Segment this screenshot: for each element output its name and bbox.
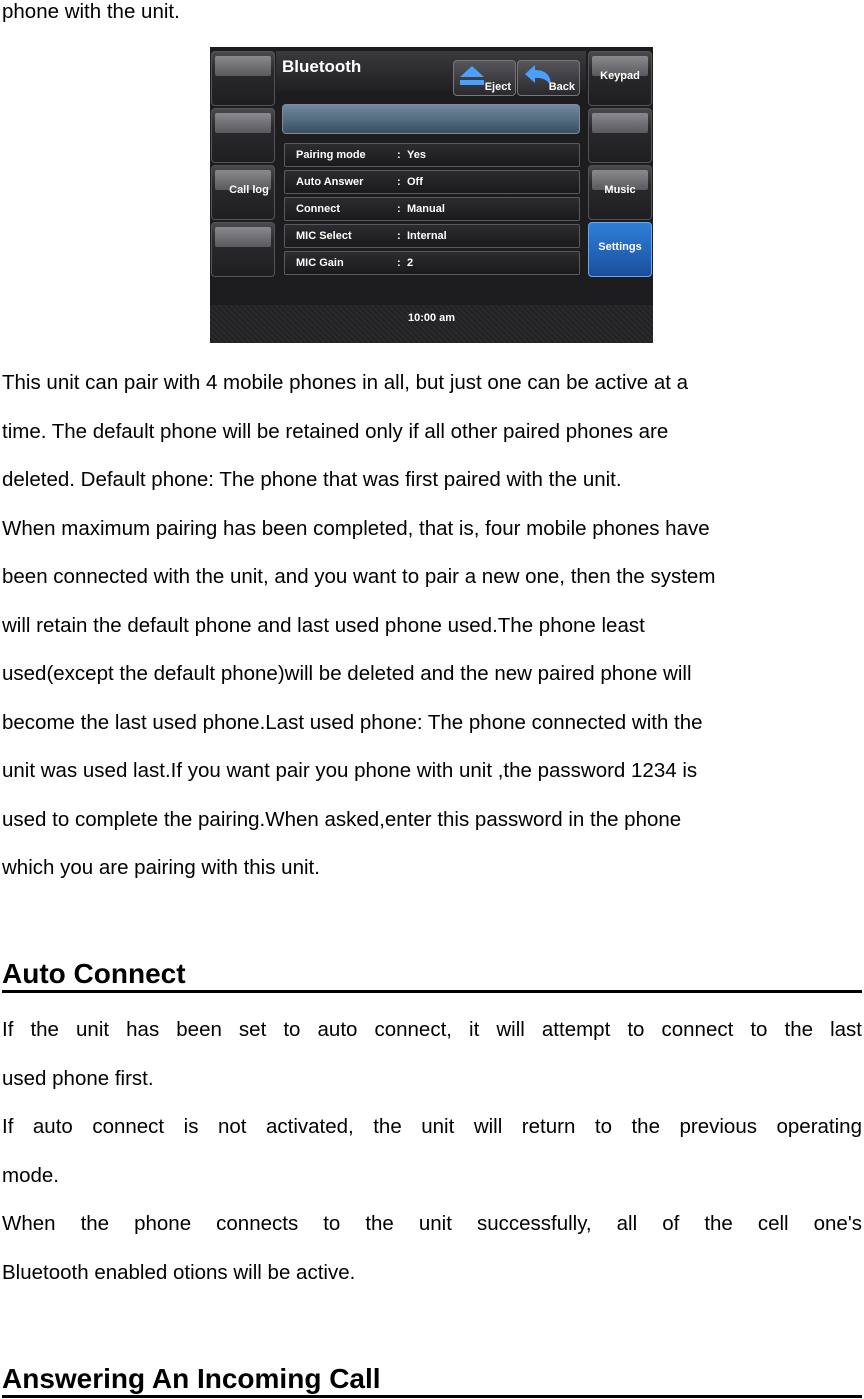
section-heading-auto-connect: Auto Connect [2,958,862,993]
paragraph-line: unit was used last.If you want pair you phone with unit ,the password 1234 is [2,759,698,782]
intro-text: phone with the unit. [2,0,180,23]
left-button-2 [211,108,275,163]
clock: 10:00 am [407,312,456,324]
paragraph-line: When maximum pairing has been completed, that is, four mobile phones have [2,517,710,540]
right-button-2 [588,108,652,163]
eject-icon [457,63,487,91]
paragraph-line: This unit can pair with 4 mobile phones in all, but just one can be active at a [2,371,689,394]
eject-button: Eject [453,60,516,96]
paragraph-line: used(except the default phone)will be deleted and the new paired phone will [2,662,692,685]
paragraph-line: been connected with the unit, and you want to pair a new one, then the system [2,565,716,588]
settings-row: Auto Answer : Off [284,170,580,194]
paragraph-line: If the unit has been set to auto connect, it will attempt to connect to the last [2,1018,862,1041]
paragraph-line: deleted. Default phone: The phone that was first paired with the unit. [2,468,622,491]
keypad-button: Keypad [588,51,652,106]
section-heading-answering: Answering An Incoming Call [2,1363,862,1398]
paragraph-line: become the last used phone.Last used phone: The phone connected with the [2,711,703,734]
music-button: Music [588,165,652,220]
paragraph-line: will retain the default phone and last used phone used.The phone least [2,614,645,637]
paragraph-line: used to complete the pairing.When asked,enter this password in the phone [2,808,682,831]
paragraph-line: time. The default phone will be retained only if all other paired phones are [2,420,669,443]
paragraph-line: which you are pairing with this unit. [2,856,320,879]
screen-title: Bluetooth [282,57,362,76]
status-bar [210,305,653,343]
paragraph-line: used phone first. [2,1067,154,1090]
left-button-1 [211,51,275,106]
paragraph-line: If auto connect is not activated, the unit will return to the previous operating [2,1115,862,1138]
settings-row: Connect : Manual [284,197,580,221]
settings-row: MIC Select : Internal [284,224,580,248]
bluetooth-settings-screenshot [210,47,653,343]
settings-button: Settings [588,222,652,277]
settings-row: Pairing mode : Yes [284,143,580,167]
back-button: Back [517,60,580,96]
left-button-4 [211,222,275,277]
paragraph-line: Bluetooth enabled otions will be active. [2,1261,356,1284]
call-log-button: Call log [211,165,275,220]
settings-row: MIC Gain : 2 [284,251,580,275]
paragraph-line: When the phone connects to the unit successfully, all of the cell one's [2,1212,862,1235]
device-name-bar [282,104,580,134]
paragraph-line: mode. [2,1164,59,1187]
